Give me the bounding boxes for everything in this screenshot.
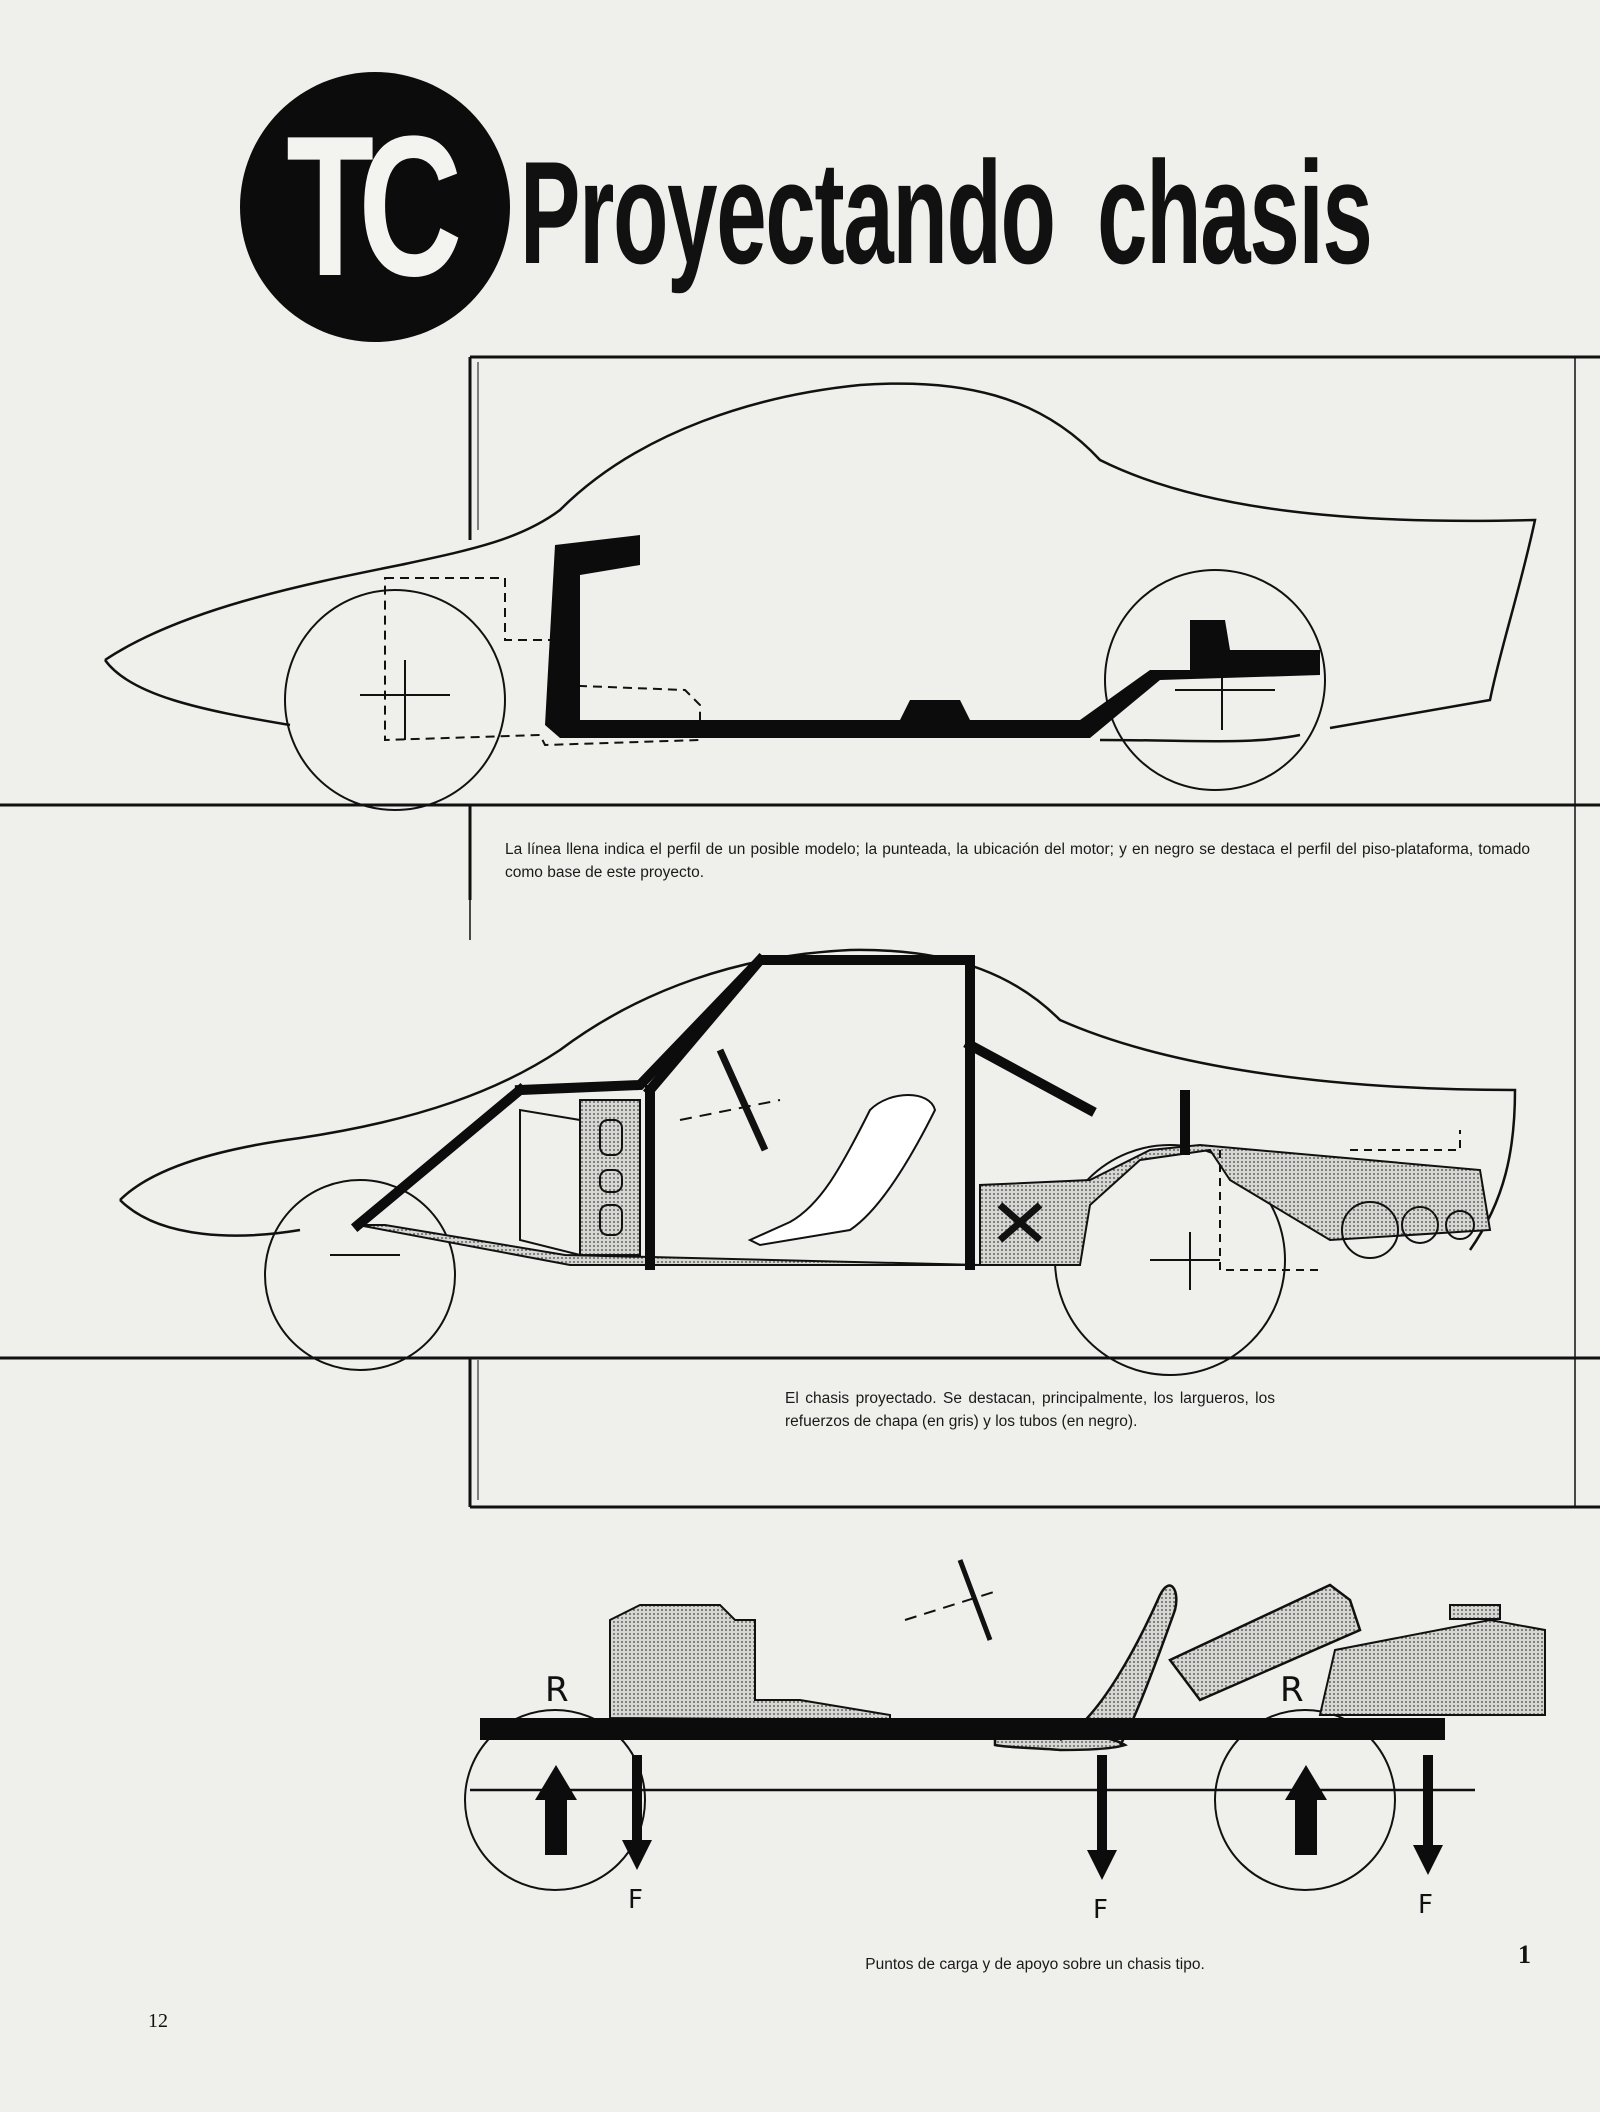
article-title: Proyectando chasis xyxy=(520,131,1372,294)
reaction-label-front: R xyxy=(545,1670,569,1710)
figure-number: 1 xyxy=(1518,1940,1531,1969)
loads-caption: Puntos de carga y de apoyo sobre un chasis tipo. xyxy=(865,1956,1205,1973)
loads-drawing xyxy=(465,1560,1545,1890)
reaction-label-rear: R xyxy=(1280,1670,1304,1710)
page-number: 12 xyxy=(148,2010,168,2032)
force-label-rear: F xyxy=(1418,1890,1433,1920)
frame-lines xyxy=(0,357,1600,1790)
tc-logo-text: TC xyxy=(285,95,447,318)
profile-drawing xyxy=(105,384,1535,810)
force-label-front: F xyxy=(628,1885,643,1915)
platform-floor xyxy=(545,535,1320,738)
profile-caption: La línea llena indica el perfil de un posible modelo; la punteada, la ubicación del motor; y en negro se destaca el perfil del piso-plataforma, tomado como base de este proyecto. xyxy=(505,841,1530,881)
force-label-middle: F xyxy=(1093,1895,1108,1925)
tc-logo xyxy=(240,72,510,342)
chassis-caption: El chasis proyectado. Se destacan, principalmente, los largueros, los refuerzos de chapa (en gris) y los tubos (en negro). xyxy=(785,1390,1275,1430)
